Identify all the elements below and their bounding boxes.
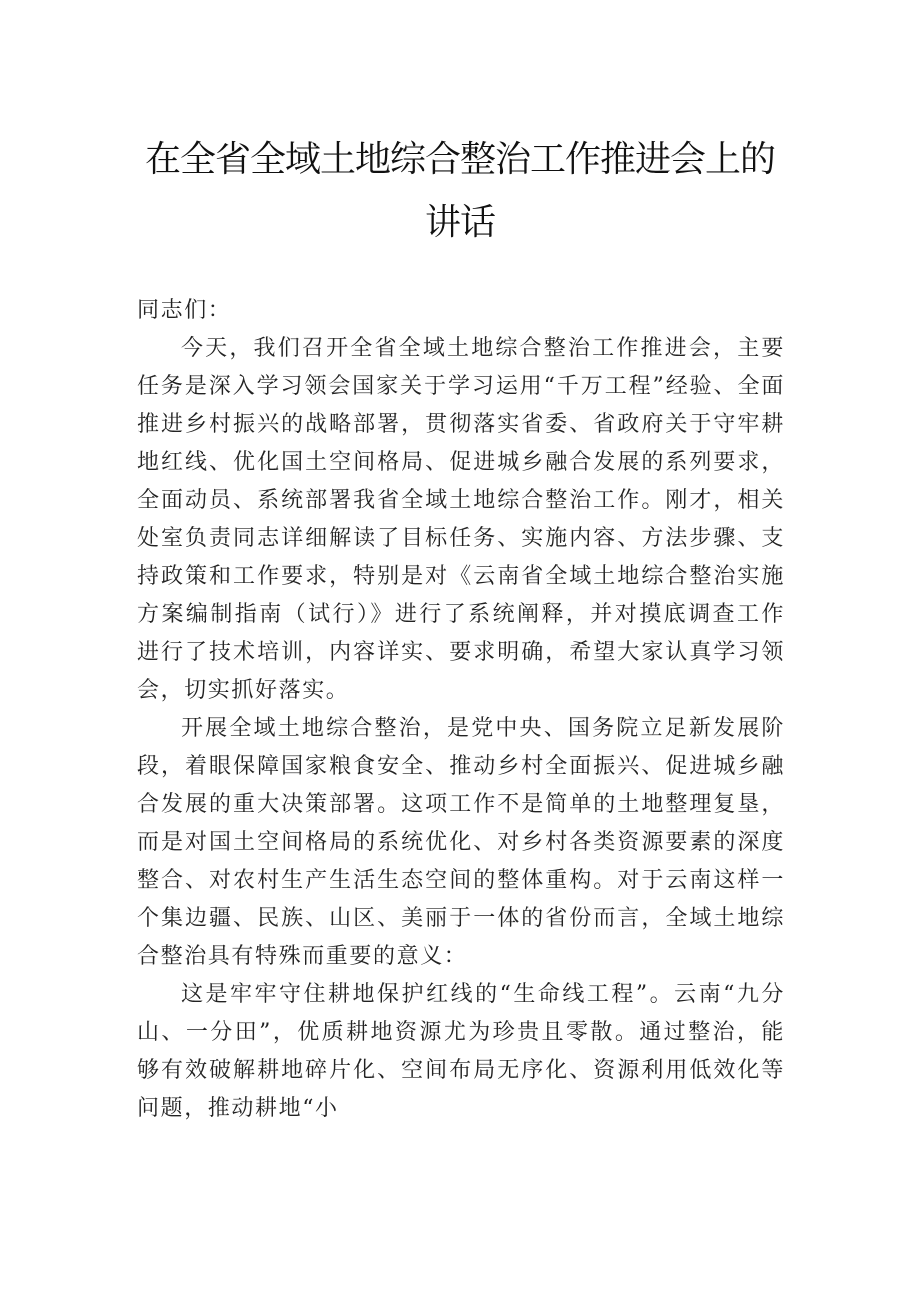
paragraph-1: 今天，我们召开全省全域土地综合整治工作推进会，主要任务是深入学习领会国家关于学习运用“千万工程”经验、全面推进乡村振兴的战略部署，贯彻落实省委、省政府关于守牢耕地红线、优化国土空间格局、促进城乡融合发展的系列要求，全面动员、系统部署我省全域土地综合整治工作。刚才，相关处室负责同志详细解读了目标任务、实施内容、方法步骤、支持政策和工作要求，特别是对《云南省全域土地综合整治实施方案编制指南（试行）》进行了系统阐释，并对摸底调查工作进行了技术培训，内容详实、要求明确，希望大家认真学习领会，切实抓好落实。 xyxy=(137,336,785,703)
paragraph-3: 这是牢牢守住耕地保护红线的“生命线工程”。云南“九分山、一分田”，优质耕地资源尤为珍贵且零散。通过整治，能够有效破解耕地碎片化、空间布局无序化、资源利用低效化等问题，推动耕地“小 xyxy=(137,982,785,1121)
document-body xyxy=(137,292,785,1128)
paragraph-2: 开展全域土地综合整治，是党中央、国务院立足新发展阶段，着眼保障国家粮食安全、推动乡村全面振兴、促进城乡融合发展的重大决策部署。这项工作不是简单的土地整理复垦，而是对国土空间格局的系统优化、对乡村各类资源要素的深度整合、对农村生产生活生态空间的整体重构。对于云南这样一个集边疆、民族、山区、美丽于一体的省份而言，全域土地综合整治具有特殊而重要的意义： xyxy=(137,716,785,969)
document-title: 在全省全域土地综合整治工作推进会上的讲话 xyxy=(144,139,775,243)
salutation: 同志们： xyxy=(137,298,232,323)
